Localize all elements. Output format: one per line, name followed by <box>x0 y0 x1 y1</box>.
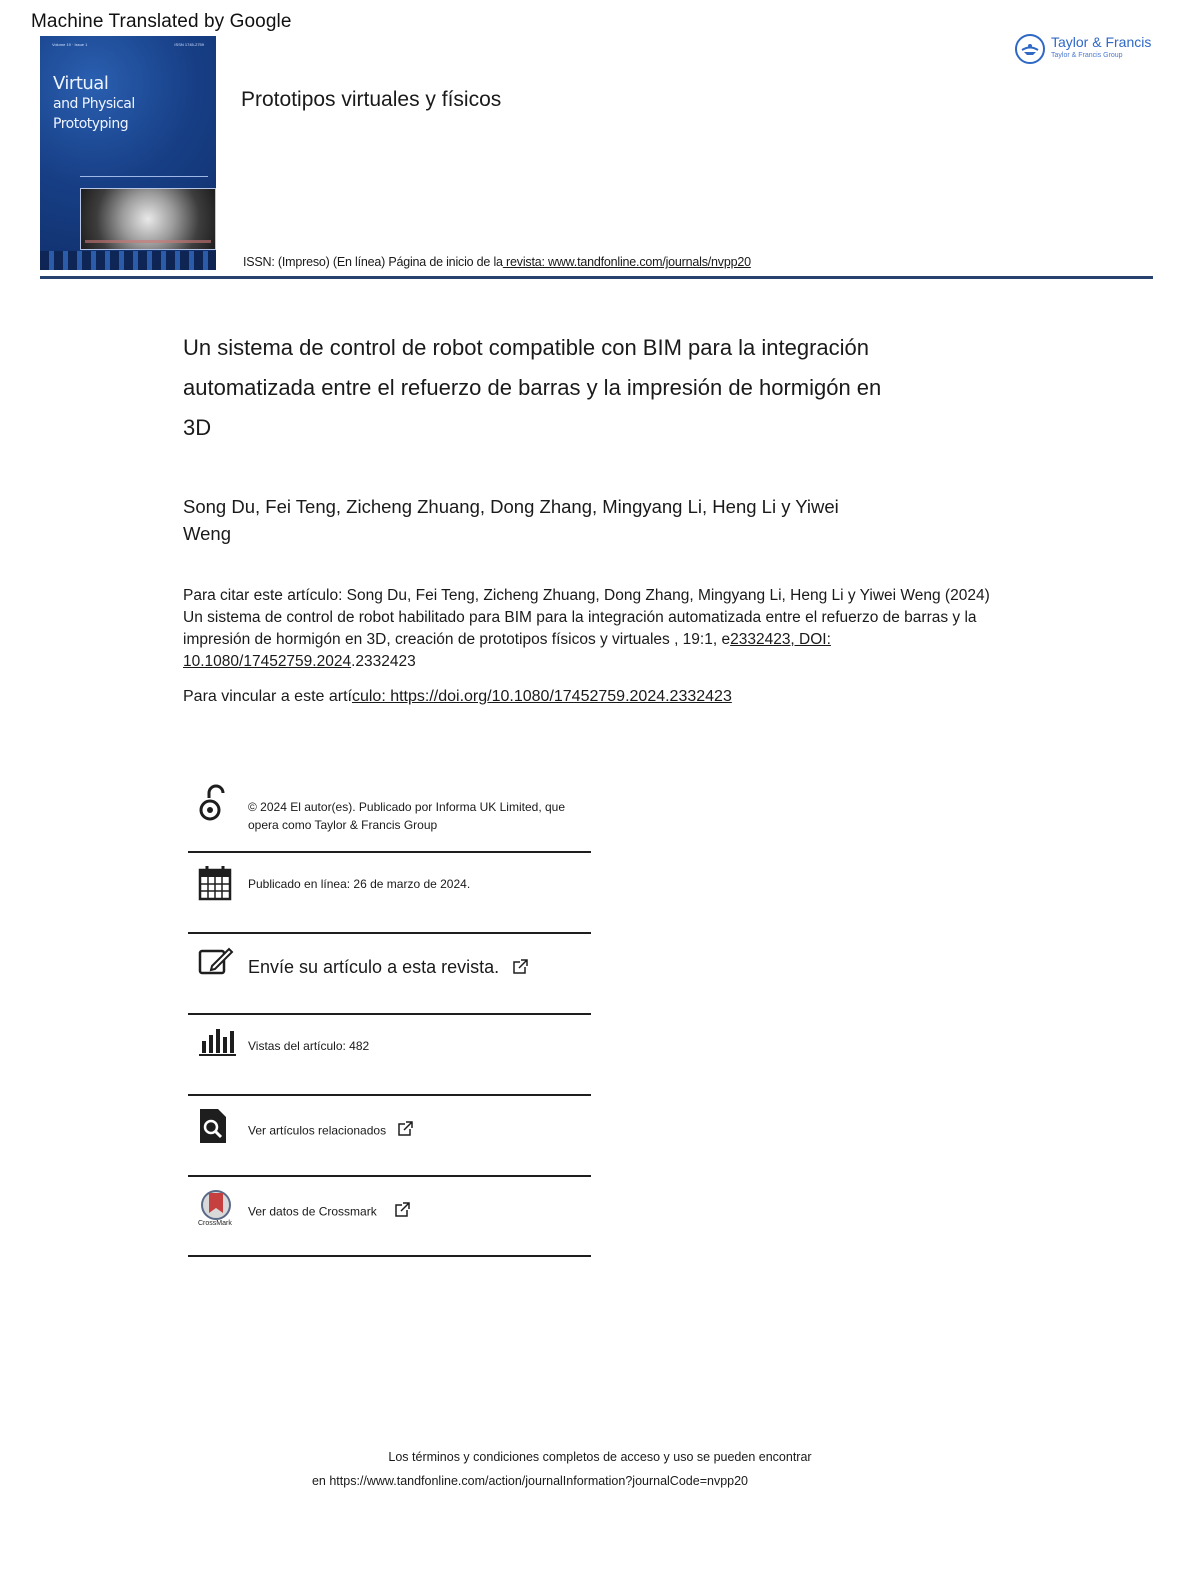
citation-tail: .2332423 <box>351 653 416 670</box>
journal-cover-image[interactable]: Volume 19 · Issue 1 ISSN 1745-2759 Virtual and Physical Prototyping <box>40 36 216 270</box>
crossmark-link[interactable] <box>248 1202 410 1223</box>
cover-title-line2: and Physical <box>53 96 135 112</box>
article-authors: Song Du, Fei Teng, Zicheng Zhuang, Dong Zhang, Mingyang Li, Heng Li y Yiwei Weng <box>183 496 839 544</box>
crossmark-badge-label: CrossMark <box>198 1220 232 1227</box>
issn-line <box>243 255 751 269</box>
cover-title-line1: Virtual <box>53 73 109 94</box>
crossmark-row[interactable] <box>188 1177 591 1257</box>
crossmark-text: Ver datos de Crossmark <box>248 1204 377 1219</box>
publisher-name <box>1051 35 1151 63</box>
publisher-name-sub: Taylor & Francis Group <box>1051 52 1123 59</box>
issn-text: ISSN: (Impreso) (En línea) Página de inicio de la <box>243 255 503 269</box>
related-row[interactable] <box>188 1096 591 1176</box>
submit-row[interactable] <box>188 934 591 1014</box>
taylor-francis-icon <box>1015 34 1045 64</box>
cover-title-line3: Prototyping <box>53 116 129 132</box>
published-row <box>188 853 591 933</box>
published-date: Publicado en línea: 26 de marzo de 2024. <box>248 877 471 891</box>
article-title: Un sistema de control de robot compatible con BIM para la integración automatizada entre el refuerzo de barras y la impresión de hormigón en 3D <box>183 335 882 440</box>
calendar-icon <box>198 865 232 899</box>
citation-text: Para citar este artículo: Song Du, Fei Teng, Zicheng Zhuang, Dong Zhang, Mingyang Li, Heng Li y Yiwei Weng (2024) Un sistema de control de robot habilitado para BIM para la integración automatizada entre el refuerzo de barras y la impresión de hormigón en 3D, creación de prototipos físicos y virtuales , 19:1, e <box>183 587 990 648</box>
citation-doi-link[interactable]: 2332423, DOI: 10.1080/17452759.2024 <box>183 631 831 670</box>
related-articles-link[interactable] <box>248 1121 413 1142</box>
terms-line-1 <box>0 1450 1200 1464</box>
article-link-line <box>183 688 732 706</box>
cover-turbine-image <box>80 188 216 250</box>
article-info-panel <box>188 780 591 1260</box>
copyright-text: © 2024 El autor(es). Publicado por Informa UK Limited, que opera como Taylor & Francis Group <box>248 800 566 832</box>
cover-title <box>53 74 135 134</box>
open-access-row <box>188 780 591 852</box>
related-articles-text: Ver artículos relacionados <box>248 1123 387 1138</box>
article-views: Vistas del artículo: 482 <box>248 1039 370 1053</box>
views-row <box>188 1015 591 1095</box>
machine-translation-banner: Machine Translated by Google <box>31 11 292 32</box>
publisher-logo[interactable] <box>1015 34 1151 64</box>
external-link-icon <box>512 959 528 978</box>
document-search-icon <box>198 1108 232 1142</box>
bar-chart-icon <box>198 1027 232 1061</box>
terms-line-2 <box>0 1474 1130 1488</box>
article-doi-link[interactable]: culo: https://doi.org/10.1080/17452759.2024.2332423 <box>351 688 732 705</box>
external-link-icon <box>394 1202 410 1223</box>
header-divider <box>40 276 1153 279</box>
crossmark-icon <box>198 1189 232 1227</box>
edit-icon <box>198 946 232 980</box>
terms-url[interactable]: en https://www.tandfonline.com/action/journalInformation?journalCode=nvpp20 <box>311 1474 749 1488</box>
external-link-icon <box>397 1121 413 1142</box>
journal-title: Prototipos virtuales y físicos <box>241 88 502 111</box>
terms-text: Los términos y condiciones completos de acceso y uso se pueden encontrar <box>388 1450 812 1464</box>
publisher-name-main: Taylor & Francis <box>1051 34 1152 50</box>
submit-article-link[interactable] <box>248 958 528 978</box>
submit-article-text: Envíe su artículo a esta revista. <box>248 957 500 977</box>
open-access-icon <box>198 784 232 818</box>
journal-homepage-link[interactable]: revista: www.tandfonline.com/journals/nvpp20 <box>502 255 751 269</box>
citation-block <box>183 585 1013 673</box>
article-link-prefix: Para vincular a este artí <box>183 688 352 705</box>
